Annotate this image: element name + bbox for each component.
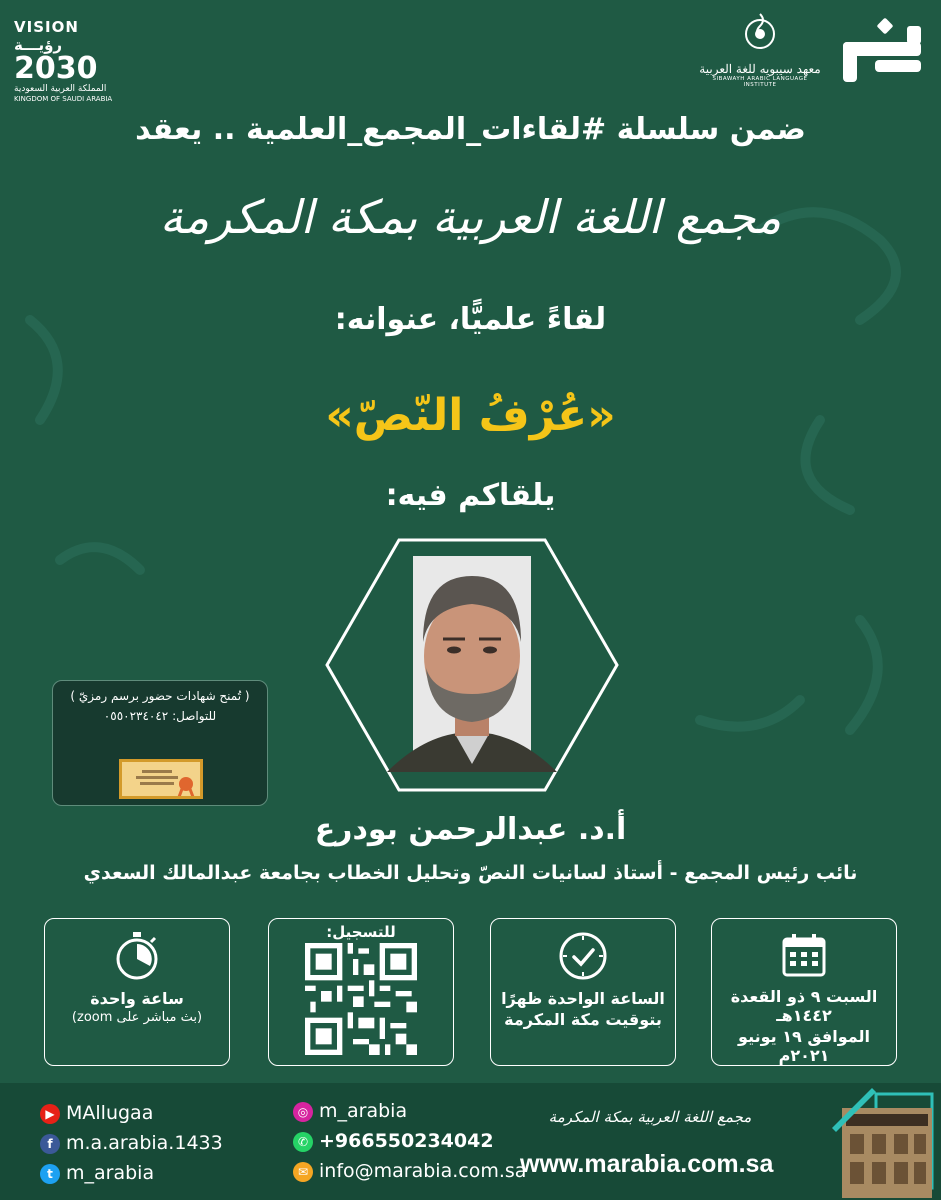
institute-name-en: SIBAWAYH ARABIC LANGUAGE INSTITUTE xyxy=(712,76,808,88)
registration-qr-code[interactable] xyxy=(305,943,417,1055)
series-intro: ضمن سلسلة #لقاءات_المجمع_العلمية .. يعقد xyxy=(135,112,806,147)
duration-line1: ساعة واحدة xyxy=(90,989,184,1008)
email-link[interactable] xyxy=(293,1160,526,1182)
clock-icon xyxy=(558,931,608,981)
meeting-intro: لقاءً علميًّا، عنوانه: xyxy=(334,302,607,337)
facebook-icon: f xyxy=(40,1134,60,1154)
email-address: info@marabia.com.sa xyxy=(319,1160,527,1182)
twitter-handle: m_arabia xyxy=(66,1162,155,1184)
speaker-photo xyxy=(325,538,619,792)
youtube-link[interactable] xyxy=(40,1102,153,1124)
vision-year: 2030 xyxy=(14,51,98,86)
instagram-handle: m_arabia xyxy=(319,1100,408,1122)
speaker-name: أ.د. عبدالرحمن بودرع xyxy=(314,812,627,847)
sibawayh-institute-logo xyxy=(695,10,825,88)
facebook-handle: m.a.arabia.1433 xyxy=(66,1132,223,1154)
twitter-link[interactable] xyxy=(40,1162,154,1184)
twitter-icon: t xyxy=(40,1164,60,1184)
vision-arabic: رؤيـــة xyxy=(14,36,63,54)
date-box xyxy=(711,918,897,1066)
time-box xyxy=(490,918,676,1066)
certificate-note: ( تُمنح شهادات حضور برسم رمزيّ ) xyxy=(70,689,250,703)
meets-you-label: يلقاكم فيه: xyxy=(385,478,556,513)
vision-2030-logo xyxy=(14,18,124,104)
youtube-icon: ▶ xyxy=(40,1104,60,1124)
instagram-link[interactable] xyxy=(293,1100,407,1122)
stopwatch-icon xyxy=(113,931,161,981)
contact-number[interactable]: ٠٥٥٠٢٣٤٠٤٢ xyxy=(103,709,169,723)
time-line2: بتوقيت مكة المكرمة xyxy=(504,1010,662,1029)
meeting-title: «عُرْفُ النّصّ» xyxy=(325,390,616,441)
academy-building-image xyxy=(832,1088,937,1198)
facebook-link[interactable] xyxy=(40,1132,223,1154)
date-gregorian: الموافق ١٩ يونيو ٢٠٢١م xyxy=(738,1027,870,1065)
youtube-handle: MAllugaa xyxy=(66,1102,154,1124)
institute-emblem-icon xyxy=(740,10,780,54)
website-link[interactable]: www.marabia.com.sa xyxy=(520,1150,774,1178)
institute-name-ar: معهد سيبويه للغة العربية xyxy=(699,62,821,76)
vision-kingdom-en: KINGDOM OF SAUDI ARABIA xyxy=(14,95,113,103)
academy-mark-icon xyxy=(835,12,930,92)
email-icon: ✉ xyxy=(293,1162,313,1182)
vision-kingdom-ar: المملكة العربية السعودية xyxy=(14,84,107,94)
contact-label: للتواصل: xyxy=(172,709,217,723)
certificate-icon xyxy=(119,759,203,799)
whatsapp-link[interactable] xyxy=(293,1130,494,1152)
register-label: للتسجيل: xyxy=(326,923,396,941)
footer-academy-name: مجمع اللغة العربية بمكة المكرمة xyxy=(548,1108,752,1126)
date-hijri: السبت ٩ ذو القعدة ١٤٤٢هـ xyxy=(730,987,878,1025)
speaker-role: نائب رئيس المجمع - أستاذ لسانيات النصّ وتحليل الخطاب بجامعة عبدالمالك السعدي xyxy=(83,862,858,884)
whatsapp-number: +966550234042 xyxy=(319,1130,494,1152)
duration-line2: (بث مباشر على zoom) xyxy=(71,1010,203,1025)
vision-label: VISION xyxy=(14,18,79,36)
time-line1: الساعة الواحدة ظهرًا xyxy=(501,989,665,1008)
academy-calligraphy: مجمع اللغة العربية بمكة المكرمة xyxy=(159,190,782,244)
instagram-icon: ◎ xyxy=(293,1102,313,1122)
certificate-box xyxy=(52,680,268,806)
whatsapp-icon: ✆ xyxy=(293,1132,313,1152)
registration-box[interactable] xyxy=(268,918,454,1066)
calendar-icon xyxy=(780,931,828,979)
duration-box xyxy=(44,918,230,1066)
